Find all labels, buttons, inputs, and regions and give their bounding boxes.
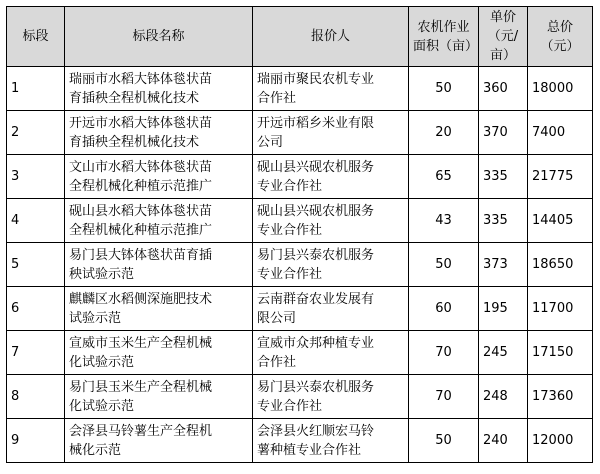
total-price-cell: 11700	[528, 287, 593, 331]
bidder-cell	[253, 67, 409, 111]
total-price-cell: 18650	[528, 243, 593, 287]
lot-name-cell	[65, 243, 253, 287]
lot-name-line: 易门县大钵体毯状苗育插	[69, 247, 213, 263]
bidder-line: 易门县兴泰农机服务	[257, 379, 375, 395]
lot-name-line: 秧试验示范	[69, 266, 135, 282]
bidder-cell	[253, 243, 409, 287]
total-price-cell: 17360	[528, 375, 593, 419]
bidder-line: 宣威市众邦种植专业	[257, 335, 375, 351]
bidder-line: 开远市稻乡米业有限	[257, 115, 375, 131]
total-price-cell: 12000	[528, 419, 593, 463]
bidder-line: 公司	[257, 134, 284, 150]
area-cell: 50	[409, 419, 479, 463]
area-cell: 60	[409, 287, 479, 331]
lot-number-cell: 4	[7, 199, 65, 243]
lot-name-line: 全程机械化种植示范推广	[69, 222, 213, 238]
lot-name-line: 会泽县马铃薯生产全程机	[69, 423, 213, 439]
bidder-line: 专业合作社	[257, 222, 323, 238]
table-row	[7, 155, 593, 199]
bidder-line: 合作社	[257, 90, 297, 106]
area-cell: 65	[409, 155, 479, 199]
header-total-line: 总价	[546, 19, 573, 35]
bidder-cell	[253, 111, 409, 155]
table-row	[7, 287, 593, 331]
bidder-cell	[253, 375, 409, 419]
lot-name-line: 瑞丽市水稻大钵体毯状苗	[69, 71, 213, 87]
lot-name-line: 化试验示范	[69, 398, 135, 414]
bidder-line: 易门县兴泰农机服务	[257, 247, 375, 263]
lot-name-line: 砚山县水稻大钵体毯状苗	[69, 203, 213, 219]
bidder-line: 砚山县兴砚农机服务	[257, 159, 375, 175]
area-cell: 20	[409, 111, 479, 155]
total-price-cell: 18000	[528, 67, 593, 111]
lot-number-cell: 2	[7, 111, 65, 155]
lot-number-cell: 9	[7, 419, 65, 463]
header-total-price	[528, 7, 593, 67]
lot-name-cell	[65, 155, 253, 199]
bidder-line: 专业合作社	[257, 178, 323, 194]
lot-number-cell: 8	[7, 375, 65, 419]
lot-name-line: 全程机械化种植示范推广	[69, 178, 213, 194]
bidder-cell	[253, 155, 409, 199]
total-price-cell: 7400	[528, 111, 593, 155]
bidder-line: 瑞丽市聚民农机专业	[257, 71, 375, 87]
bidder-line: 专业合作社	[257, 266, 323, 282]
lot-number-cell: 6	[7, 287, 65, 331]
header-area-line: 面积（亩）	[413, 38, 479, 54]
unit-price-cell: 240	[479, 419, 528, 463]
lot-number-cell: 5	[7, 243, 65, 287]
bidder-line: 薯种植专业合作社	[257, 442, 362, 458]
table-row	[7, 67, 593, 111]
bid-results-table	[6, 6, 593, 463]
lot-name-line: 文山市水稻大钵体毯状苗	[69, 159, 213, 175]
unit-price-cell: 245	[479, 331, 528, 375]
unit-price-cell: 360	[479, 67, 528, 111]
bidder-line: 合作社	[257, 354, 297, 370]
lot-name-line: 育插秧全程机械化技术	[69, 90, 200, 106]
bidder-line: 限公司	[257, 310, 297, 326]
unit-price-cell: 248	[479, 375, 528, 419]
total-price-cell: 21775	[528, 155, 593, 199]
lot-name-line: 开远市水稻大钵体毯状苗	[69, 115, 213, 131]
bidder-cell	[253, 331, 409, 375]
area-cell: 43	[409, 199, 479, 243]
table-body	[7, 67, 593, 463]
total-price-cell: 14405	[528, 199, 593, 243]
lot-name-cell	[65, 419, 253, 463]
bidder-cell	[253, 287, 409, 331]
unit-price-cell: 373	[479, 243, 528, 287]
lot-name-cell	[65, 111, 253, 155]
header-lot-number: 标段	[7, 7, 65, 67]
lot-name-cell	[65, 331, 253, 375]
lot-name-cell	[65, 287, 253, 331]
header-area-line: 农机作业	[417, 19, 470, 35]
lot-name-line: 麒麟区水稻侧深施肥技术	[69, 291, 213, 307]
table-row	[7, 111, 593, 155]
lot-number-cell: 3	[7, 155, 65, 199]
lot-name-line: 易门县玉米生产全程机械	[69, 379, 213, 395]
bidder-line: 砚山县兴砚农机服务	[257, 203, 375, 219]
unit-price-cell: 335	[479, 199, 528, 243]
header-area	[409, 7, 479, 67]
area-cell: 70	[409, 375, 479, 419]
lot-number-cell: 7	[7, 331, 65, 375]
lot-name-line: 育插秧全程机械化技术	[69, 134, 200, 150]
lot-name-line: 宣威市玉米生产全程机械	[69, 335, 213, 351]
unit-price-cell: 195	[479, 287, 528, 331]
table-row	[7, 243, 593, 287]
lot-name-line: 化试验示范	[69, 354, 135, 370]
unit-price-cell: 335	[479, 155, 528, 199]
bidder-line: 云南群奋农业发展有	[257, 291, 375, 307]
lot-name-cell	[65, 375, 253, 419]
lot-number-cell: 1	[7, 67, 65, 111]
table-header-row	[7, 7, 593, 67]
header-price-line: （元/	[487, 29, 519, 44]
area-cell: 70	[409, 331, 479, 375]
lot-name-line: 试验示范	[69, 310, 122, 326]
bidder-line: 会泽县火红顺宏马铃	[257, 423, 375, 439]
header-bidder: 报价人	[253, 7, 409, 67]
bidder-line: 专业合作社	[257, 398, 323, 414]
table-row	[7, 331, 593, 375]
bidder-cell	[253, 419, 409, 463]
table-row	[7, 199, 593, 243]
header-lot-name: 标段名称	[65, 7, 253, 67]
header-total-line: （元）	[540, 38, 580, 54]
unit-price-cell: 370	[479, 111, 528, 155]
lot-name-cell	[65, 67, 253, 111]
total-price-cell: 17150	[528, 331, 593, 375]
area-cell: 50	[409, 243, 479, 287]
header-unit-price	[479, 7, 528, 67]
lot-name-cell	[65, 199, 253, 243]
bidder-cell	[253, 199, 409, 243]
lot-name-line: 械化示范	[69, 442, 122, 458]
area-cell: 50	[409, 67, 479, 111]
header-price-line: 单价	[489, 10, 516, 25]
table-row	[7, 419, 593, 463]
table-row	[7, 375, 593, 419]
header-price-line: 亩）	[489, 48, 516, 63]
